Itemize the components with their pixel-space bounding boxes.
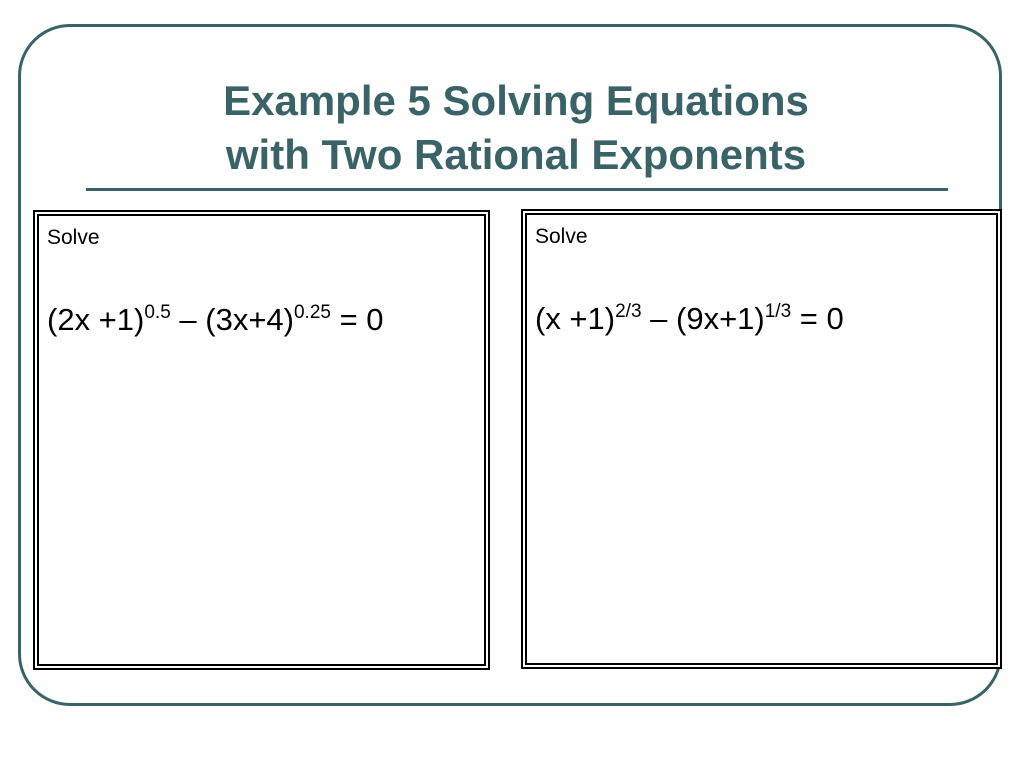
equation-base-2: (9x+1) [676, 301, 765, 336]
equation [535, 301, 844, 337]
equation-exponent-2: 0.25 [293, 302, 331, 323]
equation-base-1: (2x +1) [47, 302, 145, 337]
equation-exponent-1: 0.5 [144, 302, 171, 323]
equation-rhs: = 0 [791, 301, 844, 336]
equation-exponent-1: 2/3 [615, 301, 642, 322]
title-divider [86, 188, 948, 191]
equation-exponent-2: 1/3 [764, 301, 792, 322]
slide-title-line-2: with Two Rational Exponents [225, 131, 807, 178]
equation-base-2: (3x+4) [205, 302, 294, 337]
slide-title [90, 74, 942, 182]
slide-title-line-1: Example 5 Solving Equations [223, 77, 809, 124]
problem-box-right [521, 209, 1002, 669]
equation-base-1: (x +1) [535, 301, 616, 336]
equation-rhs: = 0 [330, 302, 384, 337]
equation [47, 302, 384, 338]
solve-label: Solve [535, 225, 588, 248]
equation-operator: – [641, 301, 676, 336]
equation-operator: – [170, 302, 206, 337]
solve-label: Solve [47, 226, 100, 249]
problem-box-left [33, 210, 490, 670]
